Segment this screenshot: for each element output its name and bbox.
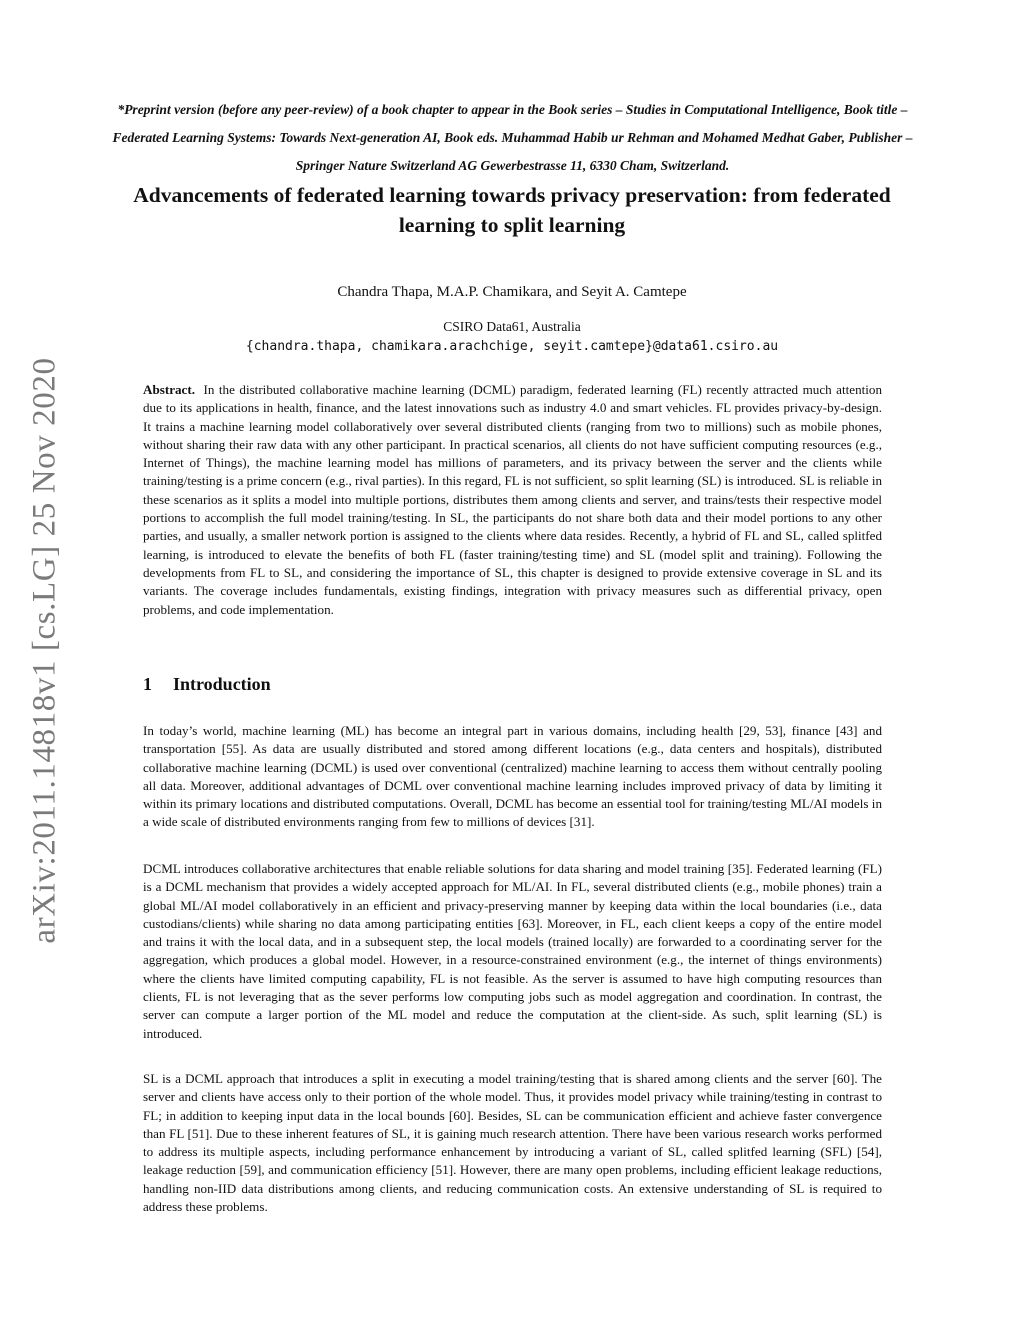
arxiv-identifier-stamp <box>8 358 83 943</box>
section-number: 1 <box>143 674 152 694</box>
intro-paragraph-2: DCML introduces collaborative architectures that enable reliable solutions for data sharing and model training [35]. Federated learning (FL) is a DCML mechanism that provides a widely accepted approach for ML/AI. In FL, several distributed clients (e.g., mobile phones) train a global ML/AI model collaboratively in an efficient and privacy-preserving manner by keeping data within the local boundaries (i.e., data custodians/clients) while sharing no data among participating entities [63]. Moreover, in FL, each client keeps a copy of the entire model and trains it with the local data, and in a subsequent step, the local models (trained locally) are forwarded to a coordinating server for the aggregation, which produces a global model. However, in a resource-constrained environment (e.g., the internet of things environments) where the clients have limited computing capability, FL is not feasible. As the server is assumed to have high computing resources than clients, FL is not leveraging that as the sever performs low computing jobs such as model aggregation and coordination. In contrast, the server can compute a larger portion of the ML model and reduce the computation at the client-side. As such, split learning (SL) is introduced. <box>143 861 882 1041</box>
author-list: Chandra Thapa, M.A.P. Chamikara, and Seyit A. Camtepe <box>337 284 687 300</box>
abstract-label: Abstract. <box>143 382 195 397</box>
section-heading <box>143 674 271 695</box>
intro-paragraph-1: In today’s world, machine learning (ML) has become an integral part in various domains, including health [29, 53], finance [43] and transportation [55]. As data are usually distributed and stored among different locations (e.g., data centers and hospitals), distributed collaborative machine learning (DCML) is used over conventional (centralized) machine learning to access them without centrally pooling all data. Moreover, additional advantages of DCML over conventional machine learning includes improved privacy of data by limiting it within its primary locations and distributed computations. Overall, DCML has become an essential tool for training/testing ML/AI models in a wide scale of distributed environments ranging from few to millions of devices [31]. <box>143 723 882 830</box>
abstract <box>143 381 882 619</box>
author-affiliation: CSIRO Data61, Australia <box>443 319 581 334</box>
paper-title: Advancements of federated learning towards privacy preservation: from federated learning to split learning <box>133 183 891 237</box>
preprint-note: *Preprint version (before any peer-review) of a book chapter to appear in the Book series – Studies in Computational Intelligence, Book title – Federated Learning Systems: Towards Next-generation AI, Book eds. Muhammad Habib ur Rehman and Mohamed Medhat Gaber, Publisher – Springer Nature Switzerland AG Gewerbestrasse 11, 6330 Cham, Switzerland. <box>112 102 913 173</box>
abstract-text: In the distributed collaborative machine learning (DCML) paradigm, federated learning (FL) recently attracted much attention due to its applications in health, finance, and the latest innovations such as industry 4.0 and smart vehicles. FL provides privacy-by-design. It trains a machine learning model collaboratively over several distributed clients (ranging from two to millions) such as mobile phones, without sharing their raw data with any other participant. In practical scenarios, all clients do not have sufficient computing resources (e.g., Internet of Things), the machine learning model has millions of parameters, and its privacy between the server and the clients while training/testing is a prime concern (e.g., rival parties). In this regard, FL is not sufficient, so split learning (SL) is introduced. SL is reliable in these scenarios as it splits a model into multiple portions, distributes them among clients and server, and trains/tests their respective model portions to accomplish the full model training/testing. In SL, the participants do not share both data and their model portions to any other parties, and usually, a smaller network portion is assigned to the clients where data resides. Recently, a hybrid of FL and SL, called splitfed learning, is introduced to elevate the benefits of both FL (faster training/testing time) and SL (model split and training). Following the developments from FL to SL, and considering the importance of SL, this chapter is designed to provide extensive coverage in SL and its variants. The coverage includes fundamentals, existing findings, integration with privacy measures such as differential privacy, open problems, and code implementation. <box>143 382 882 617</box>
arxiv-identifier-text: arXiv:2011.14818v1 [cs.LG] 25 Nov 2020 <box>27 357 64 944</box>
author-emails: {chandra.thapa, chamikara.arachchige, seyit.camtepe}@data61.csiro.au <box>245 339 779 354</box>
intro-paragraph-3: SL is a DCML approach that introduces a split in executing a model training/testing that is shared among clients and the server [60]. The server and clients have access only to their portion of the whole model. Thus, it provides model privacy while training/testing in contrast to FL; in addition to keeping input data in the local bounds [60]. Besides, SL can be communication efficient and achieve faster convergence than FL [51]. Due to these inherent features of SL, it is gaining much research attention. There have been various research works performed to address its multiple aspects, including performance enhancement by introducing a variant of SL, called splitfed learning (SFL) [54], leakage reduction [59], and communication efficiency [51]. However, there are many open problems, including efficient leakage reductions, handling non-IID data distributions among clients, and reducing communication costs. An extensive understanding of SL is required to address these problems. <box>143 1071 882 1215</box>
section-title: Introduction <box>173 674 271 694</box>
